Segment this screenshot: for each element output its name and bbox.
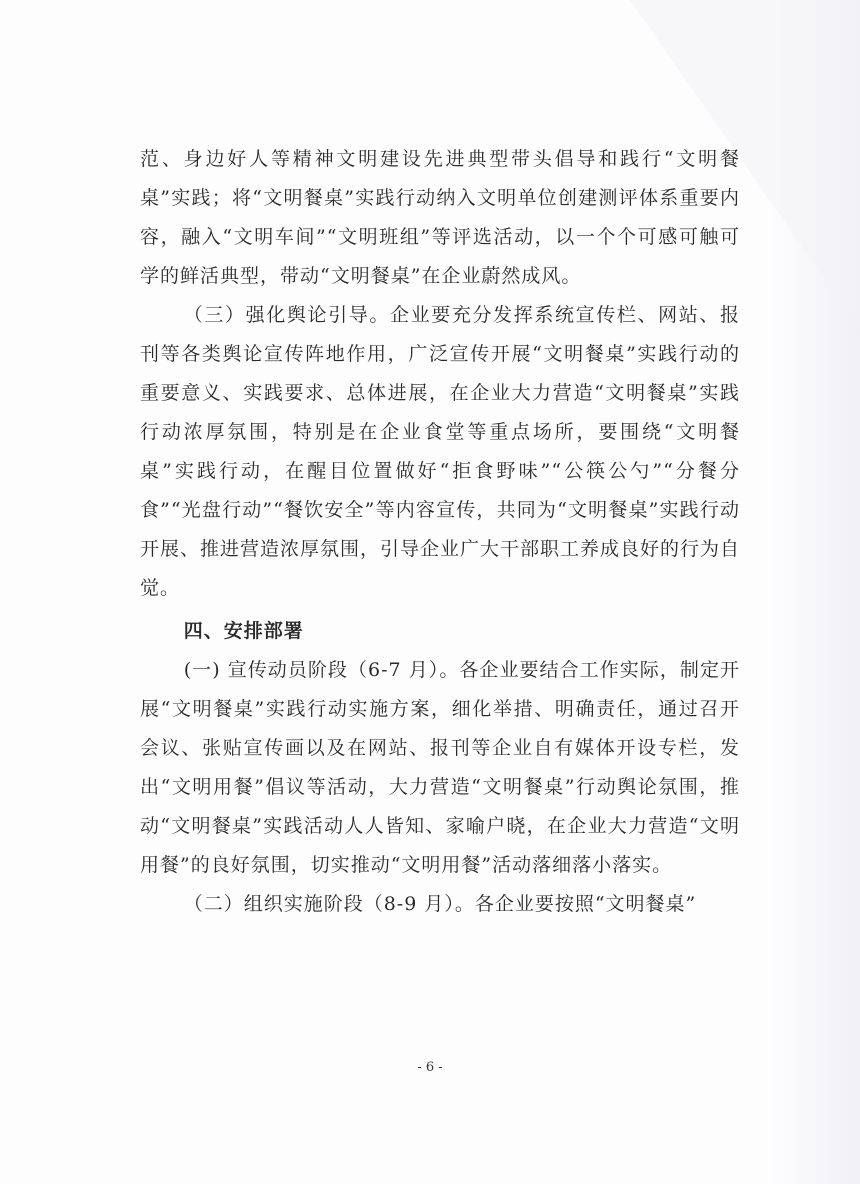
section-heading-arrangement: 四、安排部署: [183, 620, 304, 642]
paragraph-continuation: 范、身边好人等精神文明建设先进典型带头倡导和践行“文明餐桌”实践；将“文明餐桌”实践行动纳入文明单位创建测评体系重要内容，融入“文明车间”“文明班组”等评选活动，以一个个可感可触可学的鲜活典型，带动“文明餐桌”在企业蔚然成风。: [140, 148, 740, 287]
paragraph-public-opinion-guidance: （三）强化舆论引导。企业要充分发挥系统宣传栏、网站、报刊等各类舆论宣传阵地作用，广泛宣传开展“文明餐桌”实践行动的重要意义、实践要求、总体进展，在企业大力营造“文明餐桌”实践行动浓厚氛围，特别是在企业食堂等重点场所，要围绕“文明餐桌”实践行动，在醒目位置做好“拒食野味”“公筷公勺”“分餐分食”“光盘行动”“餐饮安全”等内容宣传，共同为“文明餐桌”实践行动开展、推进营造浓厚氛围，引导企业广大干部职工养成良好的行为自觉。: [140, 304, 741, 599]
page-number: - 6 -: [417, 1060, 443, 1075]
document-body: [140, 140, 740, 924]
paragraph-mobilization-stage: (一) 宣传动员阶段（6-7 月）。各企业要结合工作实际，制定开展“文明餐桌”实践行动实施方案，细化举措、明确责任，通过召开会议、张贴宣传画以及在网站、报刊等企业自有媒体开设专栏，发出“文明用餐”倡议等活动，大力营造“文明餐桌”行动舆论氛围，推动“文明餐桌”实践活动人人皆知、家喻户晓，在企业大力营造“文明用餐”的良好氛围，切实推动“文明用餐”活动落细落小落实。: [140, 659, 740, 876]
paragraph-implementation-stage: （二）组织实施阶段（8-9 月）。各企业要按照“文明餐桌”: [183, 893, 697, 915]
